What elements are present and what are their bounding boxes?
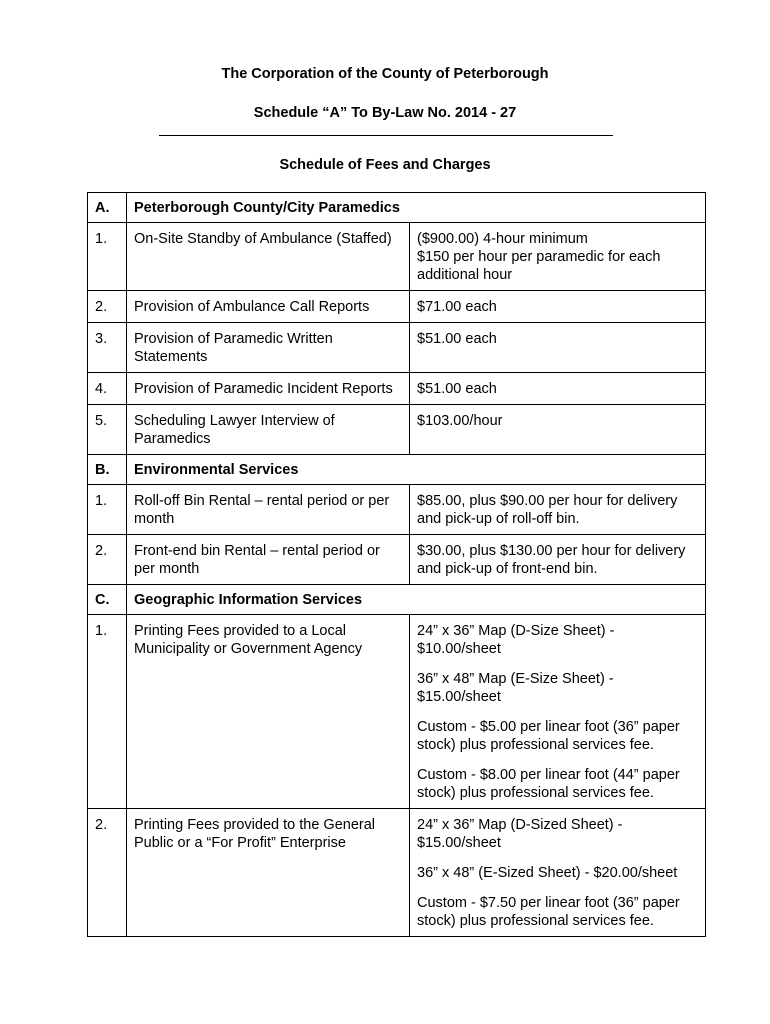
fee-text: 24” x 36” Map (D-Size Sheet) - $10.00/sheet — [417, 623, 615, 657]
fee-text: Custom - $8.00 per linear foot (44” paper stock) plus professional services fee. — [417, 767, 680, 801]
schedule-title: Schedule “A” To By-Law No. 2014 - 27 — [253, 105, 517, 121]
service-description: Provision of Paramedic Incident Reports — [127, 373, 410, 405]
table-row — [88, 485, 706, 535]
item-number: 1. — [88, 223, 127, 291]
fee-cell — [410, 485, 706, 535]
fee-text: Custom - $5.00 per linear foot (36” paper stock) plus professional services fee. — [417, 719, 680, 753]
fee-cell — [410, 405, 706, 455]
fee-cell — [410, 223, 706, 291]
service-description: Front-end bin Rental – rental period or per month — [127, 535, 410, 585]
fee-text: 36” x 48” (E-Sized Sheet) - $20.00/sheet — [417, 865, 678, 881]
section-letter: A. — [88, 193, 127, 223]
fee-text: $71.00 each — [417, 299, 497, 315]
schedule-subtitle: Schedule of Fees and Charges — [279, 157, 491, 173]
table-row — [88, 373, 706, 405]
section-title: Peterborough County/City Paramedics — [127, 193, 706, 223]
section-letter: B. — [88, 455, 127, 485]
item-number: 2. — [88, 809, 127, 937]
table-row — [88, 405, 706, 455]
fee-text: Custom - $7.50 per linear foot (36” paper stock) plus professional services fee. — [417, 895, 680, 929]
section-header-row — [88, 193, 706, 223]
table-row — [88, 291, 706, 323]
item-number: 1. — [88, 615, 127, 809]
table-row — [88, 323, 706, 373]
fees-table — [87, 192, 706, 937]
table-row — [88, 535, 706, 585]
section-letter: C. — [88, 585, 127, 615]
section-title: Environmental Services — [127, 455, 706, 485]
table-row — [88, 223, 706, 291]
section-header-row — [88, 455, 706, 485]
item-number: 4. — [88, 373, 127, 405]
fee-text: $85.00, plus $90.00 per hour for delivery and pick-up of roll-off bin. — [417, 493, 678, 527]
item-number: 2. — [88, 291, 127, 323]
item-number: 1. — [88, 485, 127, 535]
fee-text: $30.00, plus $130.00 per hour for delivery and pick-up of front-end bin. — [417, 543, 686, 577]
fee-text: $103.00/hour — [417, 413, 503, 429]
section-header-row — [88, 585, 706, 615]
fee-cell — [410, 809, 706, 937]
service-description: Provision of Ambulance Call Reports — [127, 291, 410, 323]
table-row — [88, 615, 706, 809]
title-divider — [159, 135, 613, 136]
table-row — [88, 809, 706, 937]
fee-cell — [410, 535, 706, 585]
service-description: Printing Fees provided to the General Public or a “For Profit” Enterprise — [127, 809, 410, 937]
fee-cell — [410, 615, 706, 809]
service-description: Printing Fees provided to a Local Municipality or Government Agency — [127, 615, 410, 809]
item-number: 5. — [88, 405, 127, 455]
fee-text: 24” x 36” Map (D-Sized Sheet) - $15.00/sheet — [417, 817, 623, 851]
section-title: Geographic Information Services — [127, 585, 706, 615]
document-title: The Corporation of the County of Peterborough — [221, 66, 549, 82]
fee-text: $51.00 each — [417, 381, 497, 397]
fee-cell — [410, 323, 706, 373]
service-description: Scheduling Lawyer Interview of Paramedics — [127, 405, 410, 455]
service-description: On-Site Standby of Ambulance (Staffed) — [127, 223, 410, 291]
fee-cell — [410, 291, 706, 323]
item-number: 3. — [88, 323, 127, 373]
item-number: 2. — [88, 535, 127, 585]
fee-text: 36” x 48” Map (E-Size Sheet) - $15.00/sheet — [417, 671, 614, 705]
fee-cell — [410, 373, 706, 405]
fee-text: ($900.00) 4-hour minimum $150 per hour per paramedic for each additional hour — [417, 231, 661, 283]
service-description: Roll-off Bin Rental – rental period or per month — [127, 485, 410, 535]
fee-text: $51.00 each — [417, 331, 497, 347]
service-description: Provision of Paramedic Written Statements — [127, 323, 410, 373]
